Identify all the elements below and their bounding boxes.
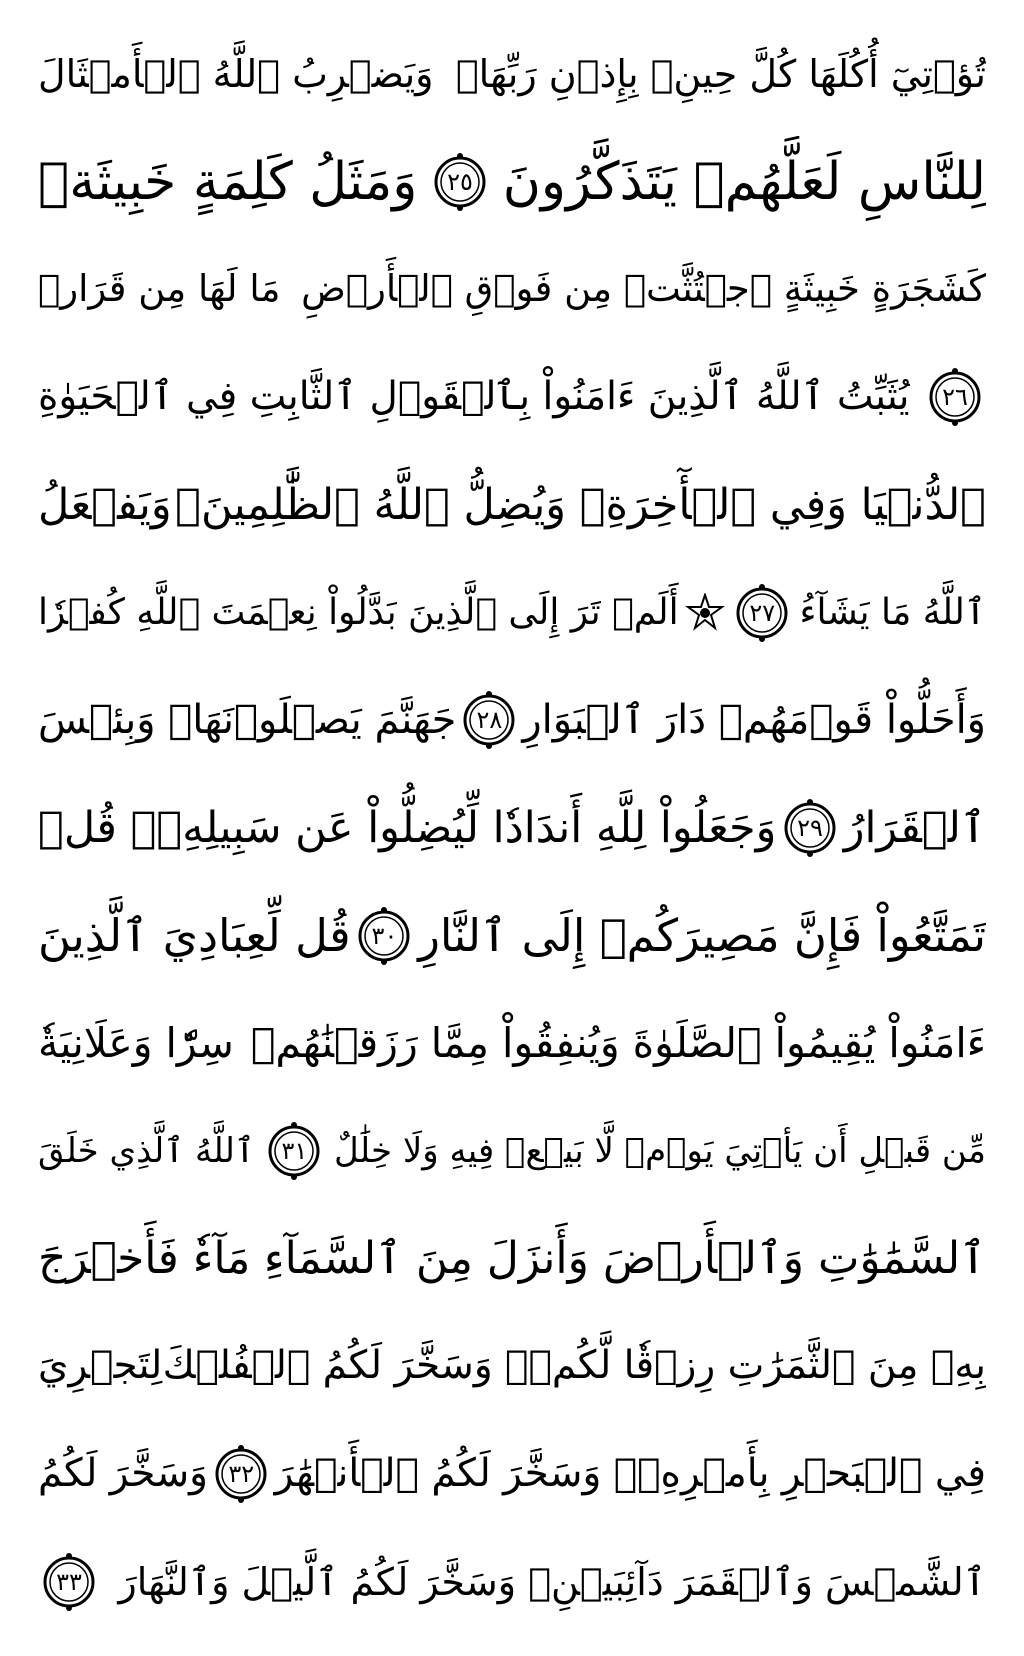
ayah-number: ٣٣ [56,1567,82,1596]
text-line-7 [38,674,986,766]
text-line-6 [38,567,986,659]
ayah-number-marker [731,582,793,644]
line-text: ٱللَّهُ ٱلَّذِي خَلَقَ [38,1131,255,1172]
ayah-number: ٢٧ [749,598,776,627]
line-text: سِرّٗا وَعَلَانِيَةٗ [38,1019,234,1068]
line-text: بِهِۦ مِنَ ٱلثَّمَرَٰتِ رِزۡقٗا لَّكُمۡۖ وَسَخَّرَ لَكُمُ ٱلۡفُلۡكَ [162,1343,986,1389]
line-text: فِي ٱلۡبَحۡرِ بِأَمۡرِهِۦۖ وَسَخَّرَ لَكُمُ ٱلۡأَنۡهَٰرَ [274,1451,986,1497]
text-line-13 [38,1320,986,1412]
line-text: وَمَثَلُ كَلِمَةٍ خَبِيثَةٖ [38,151,418,212]
line-text: وَجَعَلُواْ لِلَّهِ أَندَادٗا لِّيُضِلُّواْ عَن سَبِيلِهِۦۗ قُلۡ [38,802,777,853]
line-text: وَأَحَلُّواْ قَوۡمَهُمۡ دَارَ ٱلۡبَوَارِ [522,697,986,744]
line-text: ٱلشَّمۡسَ وَٱلۡقَمَرَ دَآئِبَيۡنِۖ وَسَخَّرَ لَكُمُ ٱلَّيۡلَ وَٱلنَّهَارَ [118,1559,986,1604]
line-text: لِتَجۡرِيَ [38,1343,163,1389]
text-line-3 [38,243,986,335]
ayah-number-marker [779,797,841,859]
ayah-number: ٢٨ [476,706,503,735]
ayah-number-marker [353,905,415,967]
text-line-11 [38,1105,986,1197]
ayah-number-marker [458,689,520,751]
line-text: وَيَضۡرِبُ ٱللَّهُ ٱلۡأَمۡثَالَ [38,52,434,96]
line-text: ٱلۡقَرَارُ [843,802,986,853]
mushaf-page [38,28,986,1628]
ayah-number: ٣٠ [371,921,398,950]
ayah-number-marker [429,151,491,213]
line-text: كَشَجَرَةٍ خَبِيثَةٍ ٱجۡتُثَّتۡ مِن فَوۡقِ ٱلۡأَرۡضِ [301,267,986,311]
hizb-star-icon [685,593,725,633]
ayah-number: ٣٢ [228,1460,255,1489]
ayah-number: ٢٩ [797,813,823,842]
line-text: مَآءٗ فَأَخۡرَجَ [38,1232,251,1284]
line-text: ٱللَّهُ مَا يَشَآءُ [799,591,986,633]
ayah-number-marker [38,1551,100,1613]
text-line-2 [38,136,986,228]
ayah-number: ٢٦ [942,383,968,412]
text-line-1 [38,28,986,120]
line-text: جَهَنَّمَ يَصۡلَوۡنَهَاۖ وَبِئۡسَ [38,697,457,744]
line-text: يُثَبِّتُ ٱللَّهُ ٱلَّذِينَ ءَامَنُواْ بِٱلۡقَوۡلِ ٱلثَّابِتِ فِي ٱلۡحَيَوٰةِ [38,374,910,420]
text-line-4 [38,351,986,443]
text-line-15 [38,1536,986,1628]
line-text: تَمَتَّعُواْ فَإِنَّ مَصِيرَكُمۡ إِلَى ٱلنَّارِ [418,908,986,962]
line-text: وَسَخَّرَ لَكُمُ [38,1451,208,1497]
line-text: قُل لِّعِبَادِيَ ٱلَّذِينَ [38,908,351,962]
line-text: أَلَمۡ تَرَ إِلَى ٱلَّذِينَ بَدَّلُواْ نِعۡمَتَ ٱللَّهِ كُفۡرٗا [38,591,679,633]
line-text: مَا لَهَا مِن قَرَارٖ [38,267,281,311]
ayah-number: ٣١ [281,1137,308,1166]
line-text: لِلنَّاسِ لَعَلَّهُمۡ يَتَذَكَّرُونَ [502,151,986,212]
line-text: وَيَفۡعَلُ [38,479,172,530]
text-line-10 [38,997,986,1089]
line-text: مِّن قَبۡلِ أَن يَأۡتِيَ يَوۡمٞ لَّا بَيۡعٞ فِيهِ وَلَا خِلَٰلٌ [334,1131,986,1172]
text-line-8 [38,782,986,874]
text-line-5 [38,459,986,551]
ayah-number: ٢٥ [447,167,473,196]
text-line-14 [38,1428,986,1520]
ayah-number-marker [263,1120,325,1182]
ayah-number-marker [210,1443,272,1505]
line-text: تُؤۡتِيٓ أُكُلَهَا كُلَّ حِينِۭ بِإِذۡنِ رَبِّهَاۗ [455,52,986,96]
text-line-9 [38,890,986,982]
line-text: ءَامَنُواْ يُقِيمُواْ ٱلصَّلَوٰةَ وَيُنفِقُواْ مِمَّا رَزَقۡنَٰهُمۡ [250,1019,986,1068]
line-text: ٱلدُّنۡيَا وَفِي ٱلۡأٓخِرَةِۖ وَيُضِلُّ ٱللَّهُ ٱلظَّٰلِمِينَۚ [175,479,986,530]
ayah-number-marker [924,366,986,428]
line-text: ٱلسَّمَٰوَٰتِ وَٱلۡأَرۡضَ وَأَنزَلَ مِنَ ٱلسَّمَآءِ [263,1232,986,1284]
text-line-12 [38,1213,986,1305]
